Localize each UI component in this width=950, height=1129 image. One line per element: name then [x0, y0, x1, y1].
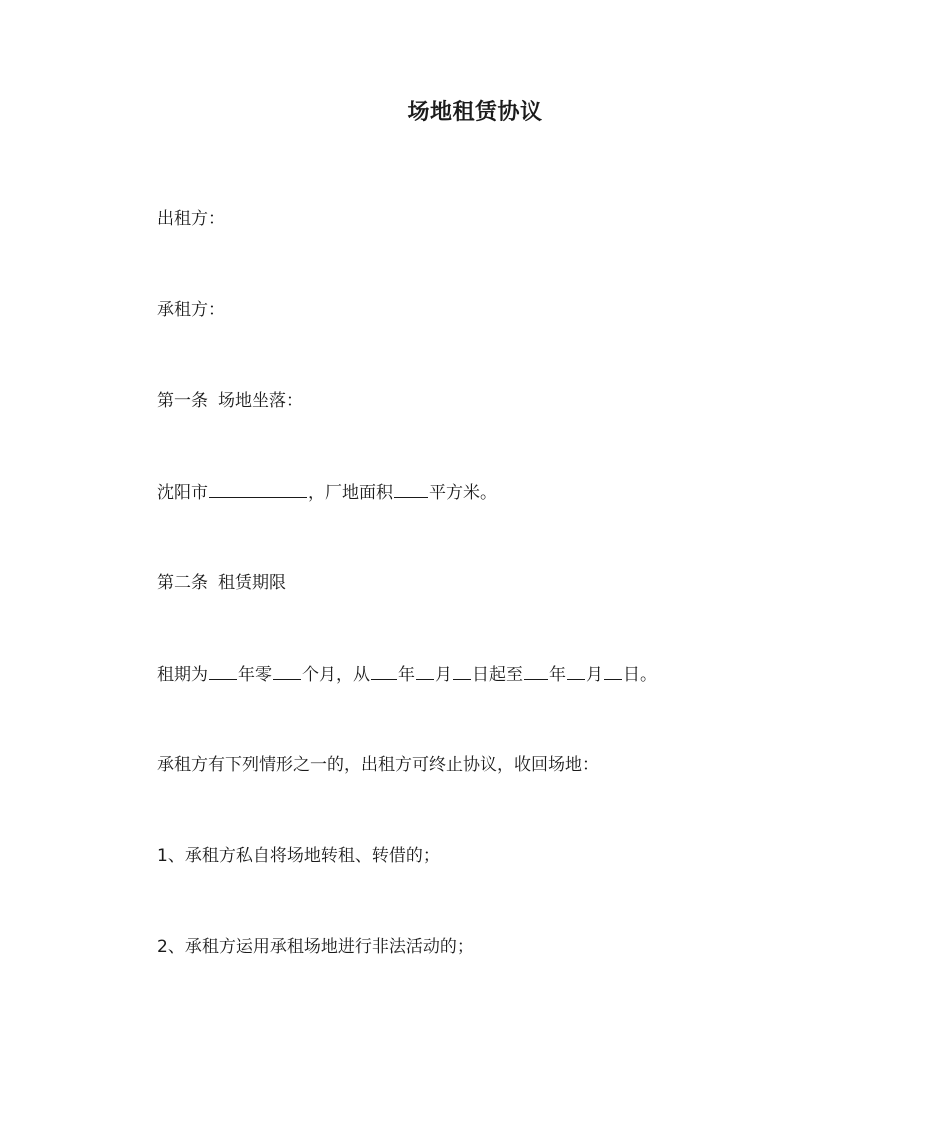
end-day-blank	[604, 662, 622, 680]
area-blank	[394, 480, 428, 498]
term-text-4: 年	[398, 665, 415, 685]
term-text-3: 个月，从	[302, 665, 370, 685]
article-1-title: 场地坐落：	[218, 391, 303, 411]
lessor-line	[157, 207, 225, 231]
list-item: 2、承租方运用承租场地进行非法活动的；	[157, 937, 474, 957]
end-year-blank	[524, 662, 548, 680]
article-2-number: 第二条	[157, 573, 208, 593]
lessee-label: 承租方：	[157, 300, 225, 320]
years-blank	[209, 662, 237, 680]
article-1-number: 第一条	[157, 391, 208, 411]
lessor-label: 出租方：	[157, 209, 225, 229]
term-text-9: 日。	[623, 665, 657, 685]
document-title: 场地租赁协议	[407, 100, 543, 125]
end-month-blank	[567, 662, 585, 680]
article-2-title: 租赁期限	[218, 573, 286, 593]
term-text-1: 租期为	[157, 665, 208, 685]
term-text-5: 月	[435, 665, 452, 685]
term-text-7: 年	[549, 665, 566, 685]
location-area-label: ，厂地面积	[308, 483, 393, 503]
start-day-blank	[453, 662, 471, 680]
address-blank	[209, 480, 307, 498]
location-line	[157, 480, 497, 505]
location-unit: 平方米。	[429, 483, 497, 503]
term-text-2: 年零	[238, 665, 272, 685]
term-line	[157, 662, 657, 687]
list-item: 1、承租方私自将场地转租、转借的；	[157, 846, 440, 866]
article-1-heading	[157, 389, 303, 413]
article-2-heading	[157, 571, 286, 595]
location-city: 沈阳市	[157, 483, 208, 503]
term-text-8: 月	[586, 665, 603, 685]
term-text-6: 日起至	[472, 665, 523, 685]
start-month-blank	[416, 662, 434, 680]
months-blank	[273, 662, 301, 680]
start-year-blank	[371, 662, 397, 680]
lessee-line	[157, 298, 225, 322]
termination-intro: 承租方有下列情形之一的，出租方可终止协议，收回场地：	[157, 755, 599, 775]
